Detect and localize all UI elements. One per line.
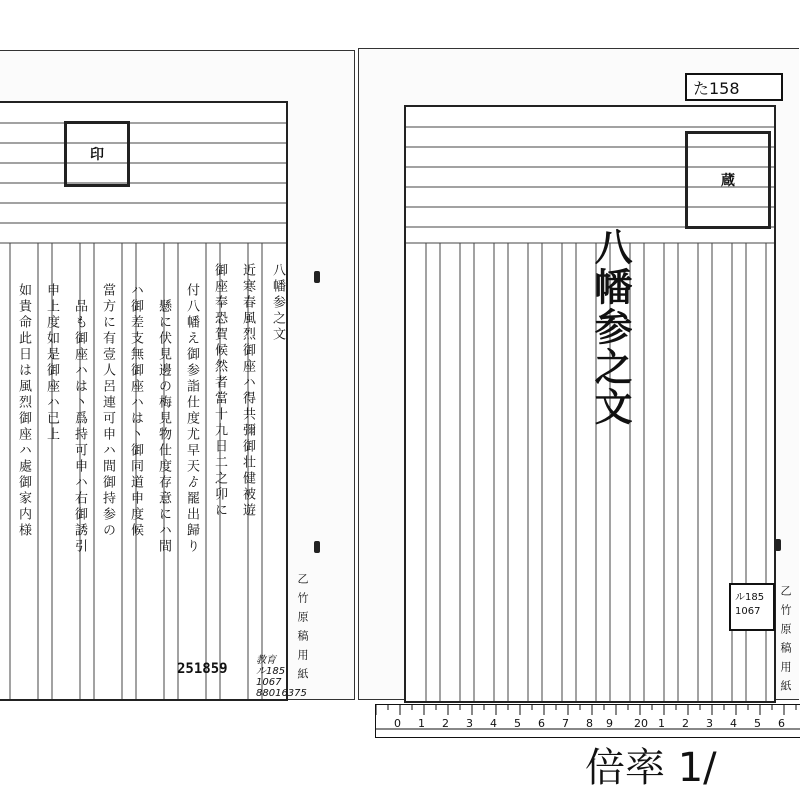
left-paper-label: 乙竹原稿用紙 [296,573,309,687]
ruler-number: 5 [514,717,521,730]
magnification-label: 倍率 1/ [585,745,717,791]
text-column-3: 付八幡え御参詣仕度尤早天ゟ罷出歸り [184,283,199,555]
right-paper-label: 乙竹原稿用紙 [779,585,792,699]
note-line-4: 88016375 [256,688,307,699]
ruler-number: 20 [634,717,648,730]
left-binding-mark-lower [314,541,320,553]
document-title: 八幡参之文 [588,227,633,427]
left-red-seal: 印 [64,121,130,187]
text-column-1: 近寒春風烈御座ハ得共彌御壮健被遊 [240,263,255,519]
text-column-8: 申上度如是御座ハ已上 [44,283,59,443]
left-column-title: 八幡参之文 [270,263,285,343]
text-column-2: 御座奉恐賀候然者當十九日二之卯に [212,263,227,519]
ruler-number: 3 [466,717,473,730]
note-line-2: ル185 [256,666,286,677]
call-number-label [729,583,775,631]
ruler-number: 4 [490,717,497,730]
left-manuscript-page [0,50,355,700]
catalog-label: た158 [685,73,783,101]
text-column-4: 懸に伏見邊の梅見物仕度存意にハ間 [156,299,171,555]
ruler-number: 5 [754,717,761,730]
right-binding-mark [775,539,781,551]
ruler-number: 6 [778,717,785,730]
left-binding-mark [314,271,320,283]
right-manuscript-page [358,48,799,700]
scale-ruler [375,704,800,738]
ruler-number: 3 [706,717,713,730]
note-line-3: 1067 [256,677,282,688]
handwritten-catalog-note [256,655,307,699]
ruler-number: 9 [606,717,613,730]
ruler-number: 1 [418,717,425,730]
right-ownership-seal: 蔵 [685,131,771,229]
text-column-9: 如貴命此日は風烈御座ハ處御家内様 [16,283,31,539]
ruler-number: 2 [682,717,689,730]
text-column-5: ハ御差支無御座ハは丶御同道申度候 [128,283,143,539]
call-number-line-2: 1067 [735,606,761,617]
ruler-number: 6 [538,717,545,730]
ruler-number: 7 [562,717,569,730]
note-line-1: 教育 [256,655,276,666]
ruler-number: 2 [442,717,449,730]
text-column-7: 品も御座ハは丶爲持可申ハ右御誘引 [72,299,87,555]
accession-stamp-number: 251859 [177,661,228,677]
ruler-number: 4 [730,717,737,730]
ruler-number: 1 [658,717,665,730]
call-number-line-1: ル185 [735,592,765,603]
ruler-number: 0 [394,717,401,730]
text-column-6: 當方に有壹人呂連可申ハ間御持参の [100,283,115,539]
ruler-number: 8 [586,717,593,730]
